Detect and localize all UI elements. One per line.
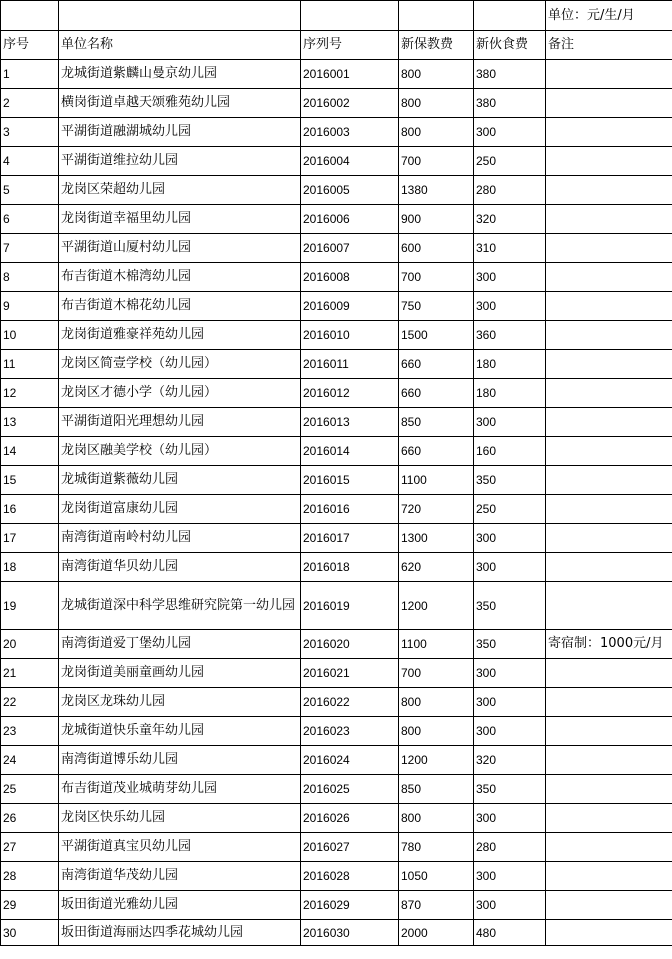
table-row	[1, 862, 672, 891]
cell-seq: 3	[1, 118, 59, 147]
cell-name: 平湖街道阳光理想幼儿园	[59, 408, 301, 437]
cell-remark	[546, 292, 672, 321]
table-row	[1, 147, 672, 176]
cell-name: 龙岗街道美丽童画幼儿园	[59, 659, 301, 688]
cell-remark	[546, 553, 672, 582]
cell-meal: 300	[474, 717, 546, 746]
cell-name: 龙岗区简壹学校（幼儿园）	[59, 350, 301, 379]
table-row	[1, 524, 672, 553]
cell-fee: 720	[399, 495, 474, 524]
cell-name: 南湾街道华茂幼儿园	[59, 862, 301, 891]
cell-fee: 800	[399, 804, 474, 833]
table-row	[1, 292, 672, 321]
cell-serial: 2016018	[301, 553, 399, 582]
table-row	[1, 804, 672, 833]
table-row	[1, 495, 672, 524]
cell-fee: 1380	[399, 176, 474, 205]
cell-serial: 2016019	[301, 582, 399, 630]
cell-remark	[546, 495, 672, 524]
table-row	[1, 833, 672, 862]
cell-remark	[546, 891, 672, 920]
cell-fee: 900	[399, 205, 474, 234]
cell-remark	[546, 408, 672, 437]
cell-meal: 350	[474, 775, 546, 804]
cell-name: 南湾街道南岭村幼儿园	[59, 524, 301, 553]
cell-seq: 6	[1, 205, 59, 234]
cell-serial: 2016009	[301, 292, 399, 321]
cell-seq: 19	[1, 582, 59, 630]
cell-remark	[546, 775, 672, 804]
table-row	[1, 466, 672, 495]
cell-name: 龙岗区才德小学（幼儿园）	[59, 379, 301, 408]
cell-seq: 22	[1, 688, 59, 717]
cell-fee: 660	[399, 437, 474, 466]
cell-seq: 9	[1, 292, 59, 321]
cell-seq: 2	[1, 89, 59, 118]
cell-serial: 2016022	[301, 688, 399, 717]
cell-meal: 300	[474, 408, 546, 437]
cell-name: 平湖街道山厦村幼儿园	[59, 234, 301, 263]
cell-fee: 700	[399, 659, 474, 688]
table-row	[1, 746, 672, 775]
cell-seq: 11	[1, 350, 59, 379]
cell-serial: 2016029	[301, 891, 399, 920]
table-row	[1, 350, 672, 379]
cell-name: 横岗街道卓越天颂雅苑幼儿园	[59, 89, 301, 118]
cell-serial: 2016030	[301, 920, 399, 946]
cell-fee: 1300	[399, 524, 474, 553]
header-remark: 备注	[546, 31, 672, 60]
table-row	[1, 630, 672, 659]
cell-fee: 850	[399, 408, 474, 437]
cell-serial: 2016025	[301, 775, 399, 804]
cell-meal: 160	[474, 437, 546, 466]
cell-name: 布吉街道木棉花幼儿园	[59, 292, 301, 321]
cell-remark	[546, 234, 672, 263]
cell-name: 平湖街道真宝贝幼儿园	[59, 833, 301, 862]
cell-serial: 2016028	[301, 862, 399, 891]
cell-seq: 4	[1, 147, 59, 176]
table-row	[1, 920, 672, 946]
cell-seq: 1	[1, 60, 59, 89]
cell-meal: 180	[474, 379, 546, 408]
cell-remark	[546, 804, 672, 833]
cell-seq: 23	[1, 717, 59, 746]
cell-fee: 1200	[399, 582, 474, 630]
cell-seq: 27	[1, 833, 59, 862]
cell-serial: 2016013	[301, 408, 399, 437]
cell-name: 平湖街道维拉幼儿园	[59, 147, 301, 176]
cell-remark	[546, 862, 672, 891]
cell-serial: 2016006	[301, 205, 399, 234]
cell-meal: 300	[474, 118, 546, 147]
cell-meal: 300	[474, 553, 546, 582]
cell-remark	[546, 350, 672, 379]
cell-seq: 15	[1, 466, 59, 495]
cell-name: 南湾街道爱丁堡幼儿园	[59, 630, 301, 659]
cell-meal: 250	[474, 147, 546, 176]
cell-meal: 280	[474, 176, 546, 205]
cell-fee: 1500	[399, 321, 474, 350]
cell-name: 南湾街道华贝幼儿园	[59, 553, 301, 582]
cell-fee: 800	[399, 717, 474, 746]
cell-name: 南湾街道博乐幼儿园	[59, 746, 301, 775]
header-meal: 新伙食费	[474, 31, 546, 60]
table-row	[1, 263, 672, 292]
table-row	[1, 234, 672, 263]
cell-serial: 2016011	[301, 350, 399, 379]
cell-remark: 寄宿制：1000元/月	[546, 630, 672, 659]
cell-seq: 30	[1, 920, 59, 946]
cell-remark	[546, 379, 672, 408]
cell-serial: 2016010	[301, 321, 399, 350]
cell-remark	[546, 205, 672, 234]
cell-remark	[546, 60, 672, 89]
cell-serial: 2016005	[301, 176, 399, 205]
cell-fee: 1200	[399, 746, 474, 775]
cell-seq: 24	[1, 746, 59, 775]
cell-name: 龙城街道快乐童年幼儿园	[59, 717, 301, 746]
header-serial: 序列号	[301, 31, 399, 60]
cell-fee: 1100	[399, 630, 474, 659]
cell-serial: 2016007	[301, 234, 399, 263]
cell-name: 坂田街道海丽达四季花城幼儿园	[59, 920, 301, 946]
cell-fee: 850	[399, 775, 474, 804]
cell-meal: 300	[474, 804, 546, 833]
cell-meal: 300	[474, 862, 546, 891]
cell-meal: 360	[474, 321, 546, 350]
cell-remark	[546, 920, 672, 946]
cell-meal: 350	[474, 582, 546, 630]
cell-serial: 2016004	[301, 147, 399, 176]
cell-meal: 320	[474, 205, 546, 234]
cell-seq: 21	[1, 659, 59, 688]
cell-fee: 800	[399, 89, 474, 118]
cell-serial: 2016015	[301, 466, 399, 495]
cell-remark	[546, 833, 672, 862]
cell-remark	[546, 717, 672, 746]
cell-serial: 2016016	[301, 495, 399, 524]
table-row	[1, 60, 672, 89]
header-seq: 序号	[1, 31, 59, 60]
cell-meal: 300	[474, 524, 546, 553]
cell-seq: 17	[1, 524, 59, 553]
cell-fee: 660	[399, 379, 474, 408]
cell-name: 龙岗区荣超幼儿园	[59, 176, 301, 205]
cell-serial: 2016002	[301, 89, 399, 118]
cell-meal: 320	[474, 746, 546, 775]
cell-meal: 350	[474, 630, 546, 659]
cell-fee: 2000	[399, 920, 474, 946]
cell-name: 龙城街道深中科学思维研究院第一幼儿园	[59, 582, 301, 630]
cell-fee: 780	[399, 833, 474, 862]
cell-serial: 2016017	[301, 524, 399, 553]
cell-seq: 14	[1, 437, 59, 466]
cell-serial: 2016024	[301, 746, 399, 775]
cell-name: 龙岗区快乐幼儿园	[59, 804, 301, 833]
cell-seq: 10	[1, 321, 59, 350]
cell-fee: 700	[399, 263, 474, 292]
table-row	[1, 659, 672, 688]
cell-seq: 8	[1, 263, 59, 292]
cell-remark	[546, 176, 672, 205]
cell-meal: 380	[474, 60, 546, 89]
cell-remark	[546, 263, 672, 292]
cell-fee: 700	[399, 147, 474, 176]
cell-meal: 300	[474, 659, 546, 688]
cell-meal: 280	[474, 833, 546, 862]
cell-remark	[546, 466, 672, 495]
cell-name: 龙城街道紫麟山曼京幼儿园	[59, 60, 301, 89]
cell-meal: 310	[474, 234, 546, 263]
cell-name: 龙岗街道幸福里幼儿园	[59, 205, 301, 234]
table-row	[1, 321, 672, 350]
cell-seq: 20	[1, 630, 59, 659]
cell-remark	[546, 118, 672, 147]
cell-name: 龙城街道紫薇幼儿园	[59, 466, 301, 495]
table-row	[1, 408, 672, 437]
cell-fee: 870	[399, 891, 474, 920]
cell-seq: 26	[1, 804, 59, 833]
cell-seq: 28	[1, 862, 59, 891]
table-row	[1, 379, 672, 408]
cell-name: 坂田街道光雅幼儿园	[59, 891, 301, 920]
cell-serial: 2016023	[301, 717, 399, 746]
header-fee: 新保教费	[399, 31, 474, 60]
cell-meal: 250	[474, 495, 546, 524]
header-name: 单位名称	[59, 31, 301, 60]
table-row	[1, 891, 672, 920]
table-row	[1, 553, 672, 582]
cell-meal: 480	[474, 920, 546, 946]
cell-meal: 300	[474, 263, 546, 292]
table-row	[1, 775, 672, 804]
cell-serial: 2016020	[301, 630, 399, 659]
cell-seq: 25	[1, 775, 59, 804]
cell-serial: 2016026	[301, 804, 399, 833]
unit-row	[1, 1, 672, 31]
table-row	[1, 176, 672, 205]
cell-remark	[546, 688, 672, 717]
cell-meal: 180	[474, 350, 546, 379]
table-row	[1, 205, 672, 234]
cell-fee: 1100	[399, 466, 474, 495]
cell-meal: 300	[474, 292, 546, 321]
cell-seq: 18	[1, 553, 59, 582]
table-row	[1, 118, 672, 147]
cell-seq: 13	[1, 408, 59, 437]
cell-seq: 5	[1, 176, 59, 205]
cell-serial: 2016008	[301, 263, 399, 292]
cell-meal: 380	[474, 89, 546, 118]
cell-name: 龙岗区融美学校（幼儿园）	[59, 437, 301, 466]
cell-meal: 350	[474, 466, 546, 495]
cell-remark	[546, 437, 672, 466]
cell-fee: 800	[399, 118, 474, 147]
cell-fee: 620	[399, 553, 474, 582]
cell-seq: 16	[1, 495, 59, 524]
cell-remark	[546, 147, 672, 176]
table-row	[1, 437, 672, 466]
cell-remark	[546, 582, 672, 630]
header-row	[1, 31, 672, 60]
cell-fee: 600	[399, 234, 474, 263]
cell-remark	[546, 321, 672, 350]
cell-serial: 2016027	[301, 833, 399, 862]
cell-serial: 2016001	[301, 60, 399, 89]
cell-remark	[546, 89, 672, 118]
cell-serial: 2016003	[301, 118, 399, 147]
table-row	[1, 688, 672, 717]
cell-fee: 1050	[399, 862, 474, 891]
table-row	[1, 717, 672, 746]
table-row	[1, 89, 672, 118]
cell-seq: 12	[1, 379, 59, 408]
unit-note: 单位：元/生/月	[546, 1, 672, 31]
cell-fee: 800	[399, 688, 474, 717]
cell-seq: 29	[1, 891, 59, 920]
cell-name: 布吉街道茂业城萌芽幼儿园	[59, 775, 301, 804]
cell-remark	[546, 524, 672, 553]
cell-meal: 300	[474, 688, 546, 717]
cell-fee: 660	[399, 350, 474, 379]
cell-meal: 300	[474, 891, 546, 920]
cell-serial: 2016012	[301, 379, 399, 408]
cell-name: 平湖街道融湖城幼儿园	[59, 118, 301, 147]
cell-fee: 800	[399, 60, 474, 89]
cell-name: 布吉街道木棉湾幼儿园	[59, 263, 301, 292]
cell-name: 龙岗区龙珠幼儿园	[59, 688, 301, 717]
cell-serial: 2016014	[301, 437, 399, 466]
cell-remark	[546, 659, 672, 688]
cell-name: 龙岗街道富康幼儿园	[59, 495, 301, 524]
cell-seq: 7	[1, 234, 59, 263]
table-row	[1, 582, 672, 630]
cell-serial: 2016021	[301, 659, 399, 688]
cell-name: 龙岗街道雅豪祥苑幼儿园	[59, 321, 301, 350]
cell-fee: 750	[399, 292, 474, 321]
cell-remark	[546, 746, 672, 775]
